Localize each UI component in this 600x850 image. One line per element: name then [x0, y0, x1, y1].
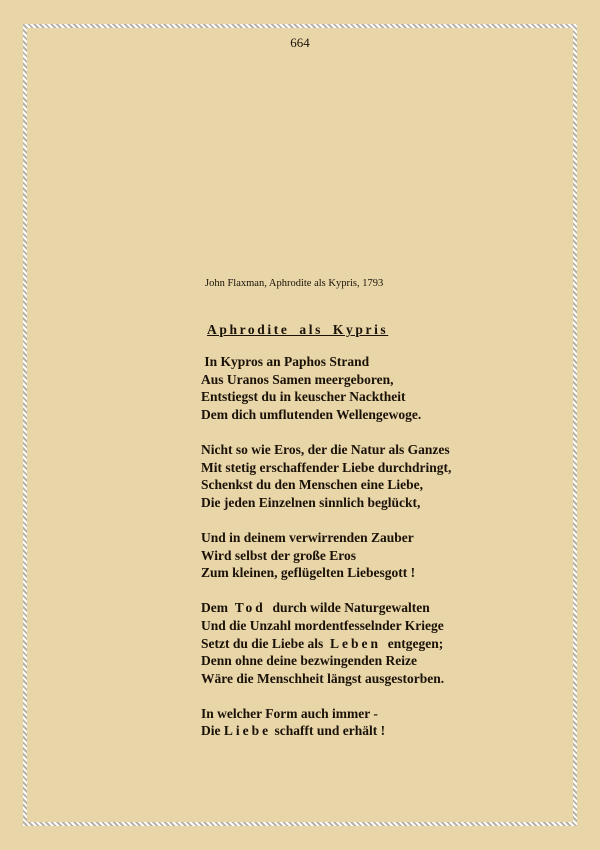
poem-line: Setzt du die Liebe als Leben entgegen; — [201, 635, 444, 651]
poem-line: Schenkst du den Menschen eine Liebe, — [201, 477, 424, 493]
poem-line: Aus Uranos Samen meergeboren, — [201, 371, 394, 387]
poem-title: Aphrodite als Kypris — [207, 322, 389, 337]
poem-body — [201, 353, 451, 758]
poem-line: Die Liebe schafft und erhält ! — [201, 723, 386, 739]
emphasis-word: Liebe — [223, 723, 272, 739]
poem-line: Denn ohne deine bezwingenden Reize — [201, 653, 417, 669]
page-number: 664 — [290, 35, 310, 50]
emphasis-word: Tod — [234, 600, 266, 616]
poem-line: Dem dich umflutenden Wellengewoge. — [201, 406, 422, 422]
poem-line: Entstiegst du in keuscher Nacktheit — [201, 389, 406, 405]
poem-line: Wird selbst der große Eros — [201, 547, 357, 563]
poem-line: Und in deinem verwirrenden Zauber — [201, 529, 414, 545]
emphasis-word: Leben — [330, 635, 382, 651]
stanza — [201, 529, 451, 582]
poem-line: Mit stetig erschaffender Liebe durchdringt, — [201, 459, 452, 475]
stanza — [201, 599, 451, 687]
image-caption: John Flaxman, Aphrodite als Kypris, 1793 — [205, 278, 384, 289]
poem-line: Wäre die Menschheit längst ausgestorben. — [201, 670, 445, 686]
poem-line: Die jeden Einzelnen sinnlich beglückt, — [201, 494, 421, 510]
poem-line: Zum kleinen, geflügelten Liebesgott ! — [201, 565, 416, 581]
poem-line: Und die Unzahl mordentfesselnder Kriege — [201, 617, 444, 633]
poem-line: Dem Tod durch wilde Naturgewalten — [201, 600, 430, 616]
stanza — [201, 441, 451, 511]
stanza — [201, 353, 451, 423]
poem-line: Nicht so wie Eros, der die Natur als Ganzes — [201, 441, 450, 457]
stanza — [201, 705, 451, 740]
poem-line: In Kypros an Paphos Strand — [201, 354, 370, 369]
poem-line: In welcher Form auch immer - — [201, 705, 378, 721]
